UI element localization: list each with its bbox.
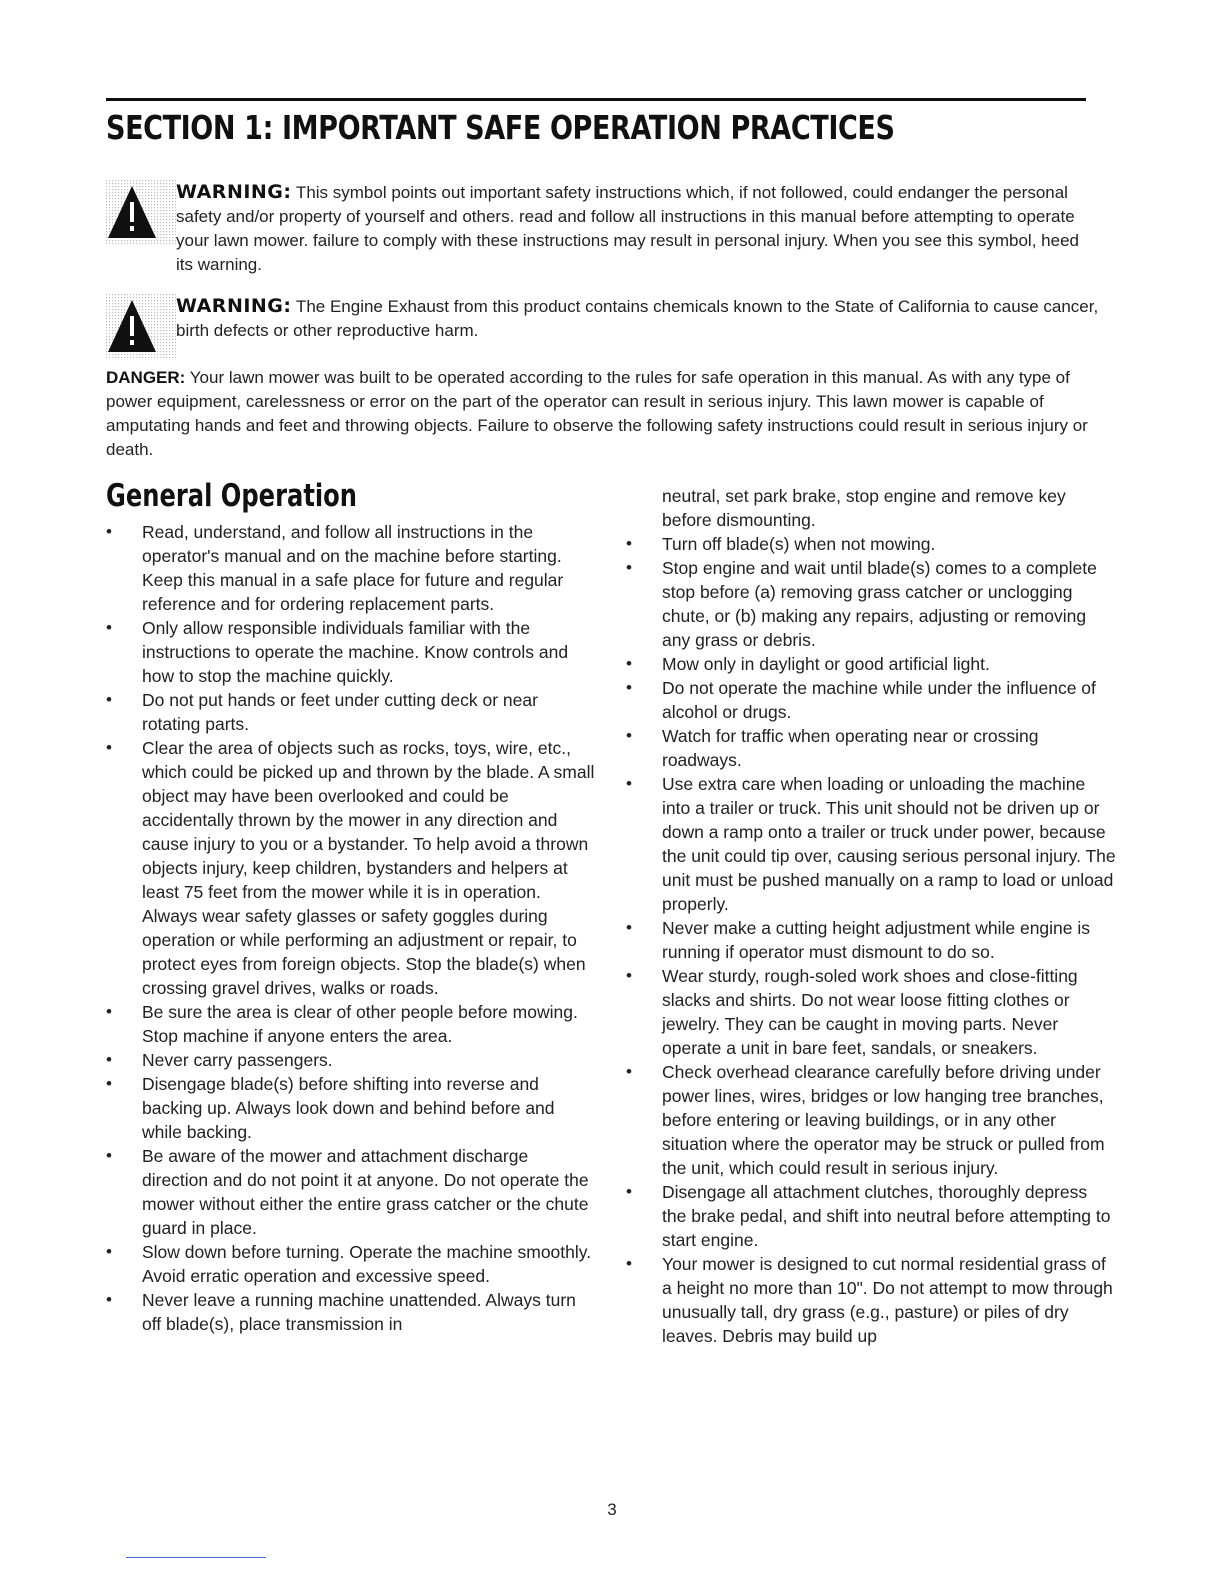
left-column [106,520,596,1336]
general-operation-title: General Operation [106,478,357,514]
list-item: • Wear sturdy, rough-soled work shoes and close-fitting slacks and shirts. Do not wear loose fitting clothes or jewelry. They can be caught in moving parts. Never operate a unit in bare feet, sandals, or sneakers. [626,964,1116,1060]
list-item: • Stop engine and wait until blade(s) comes to a complete stop before (a) removing grass catcher or unclogging chute, or (b) making any repairs, adjusting or removing any grass or debris. [626,556,1116,652]
section-title: SECTION 1: IMPORTANT SAFE OPERATION PRACTICES [106,108,895,147]
list-item: • Never carry passengers. [106,1048,596,1072]
list-item: • Turn off blade(s) when not mowing. [626,532,1116,556]
danger-paragraph [106,366,1106,462]
right-column [626,484,1116,1348]
list-item: • Never leave a running machine unattended. Always turn off blade(s), place transmission in [106,1288,596,1336]
page-number: 3 [607,1500,617,1519]
list-item: • Disengage all attachment clutches, thoroughly depress the brake pedal, and shift into neutral before attempting to start engine. [626,1180,1116,1252]
list-item: • Do not put hands or feet under cutting deck or near rotating parts. [106,688,596,736]
list-item: • Read, understand, and follow all instructions in the operator's manual and on the machine before starting. Keep this manual in a safe place for future and regular reference and for ordering replacement parts. [106,520,596,616]
warning-block-california [106,294,1116,343]
warning-text: This symbol points out important safety instructions which, if not followed, could endanger the personal safety and/or property of yourself and others. read and follow all instructions in this manual before attempting to operate your lawn mower. failure to comply with these instructions may result in personal injury. When you see this symbol, heed its warning. [176,183,1079,274]
list-item: • Be aware of the mower and attachment discharge direction and do not point it at anyone. Do not operate the mower without either the entire grass catcher or the chute guard in place. [106,1144,596,1240]
list-item: • Use extra care when loading or unloading the machine into a trailer or truck. This unit should not be driven up or down a ramp onto a trailer or truck under power, because the unit could tip over, causing serious personal injury. The unit must be pushed manually on a ramp to load or unload properly. [626,772,1116,916]
warning-lead: WARNING: [176,295,292,317]
warning-block-symbol [106,180,1096,277]
list-item: • Slow down before turning. Operate the machine smoothly. Avoid erratic operation and excessive speed. [106,1240,596,1288]
danger-lead: DANGER: [106,368,186,387]
list-item: • Be sure the area is clear of other people before mowing. Stop machine if anyone enters the area. [106,1000,596,1048]
list-item: • Never make a cutting height adjustment while engine is running if operator must dismount to do so. [626,916,1116,964]
list-item: • Disengage blade(s) before shifting into reverse and backing up. Always look down and behind before and while backing. [106,1072,596,1144]
list-item-continuation: neutral, set park brake, stop engine and remove key before dismounting. [662,486,1066,530]
list-item: • Clear the area of objects such as rocks, toys, wire, etc., which could be picked up and thrown by the blade. A small object may have been overlooked and could be accidentally thrown by the mower in any direction and cause injury to you or a bystander. To help avoid a thrown objects injury, keep children, bystanders and helpers at least 75 feet from the mower while it is in operation. Always wear safety glasses or safety goggles during operation or while performing an adjustment or repair, to protect eyes from foreign objects. Stop the blade(s) when crossing gravel drives, walks or roads. [106,736,596,1000]
warning-triangle-icon [106,180,176,244]
list-item: • Your mower is designed to cut normal residential grass of a height no more than 10". Do not attempt to mow through unusually tall, dry grass (e.g., pasture) or piles of dry leaves. Debris may build up [626,1252,1116,1348]
warning-triangle-icon [106,294,176,358]
footer-rule [126,1557,266,1558]
left-bullet-list [106,520,596,1336]
list-item: • Do not operate the machine while under the influence of alcohol or drugs. [626,676,1116,724]
warning-lead: WARNING: [176,181,292,203]
warning-text: The Engine Exhaust from this product contains chemicals known to the State of California to cause cancer, birth defects or other reproductive harm. [176,297,1099,340]
list-item: • Only allow responsible individuals familiar with the instructions to operate the machine. Know controls and how to stop the machine quickly. [106,616,596,688]
danger-text: Your lawn mower was built to be operated according to the rules for safe operation in this manual. As with any type of power equipment, carelessness or error on the part of the operator can result in serious injury. This lawn mower is capable of amputating hands and feet and throwing objects. Failure to observe the following safety instructions could result in serious injury or death. [106,368,1088,459]
right-bullet-list [626,532,1116,1348]
top-rule [106,98,1086,101]
list-item: • Check overhead clearance carefully before driving under power lines, wires, bridges or low hanging tree branches, before entering or leaving buildings, or in any other situation where the operator may be struck or pulled from the unit, which could result in serious injury. [626,1060,1116,1180]
list-item: • Watch for traffic when operating near or crossing roadways. [626,724,1116,772]
list-item: • Mow only in daylight or good artificial light. [626,652,1116,676]
